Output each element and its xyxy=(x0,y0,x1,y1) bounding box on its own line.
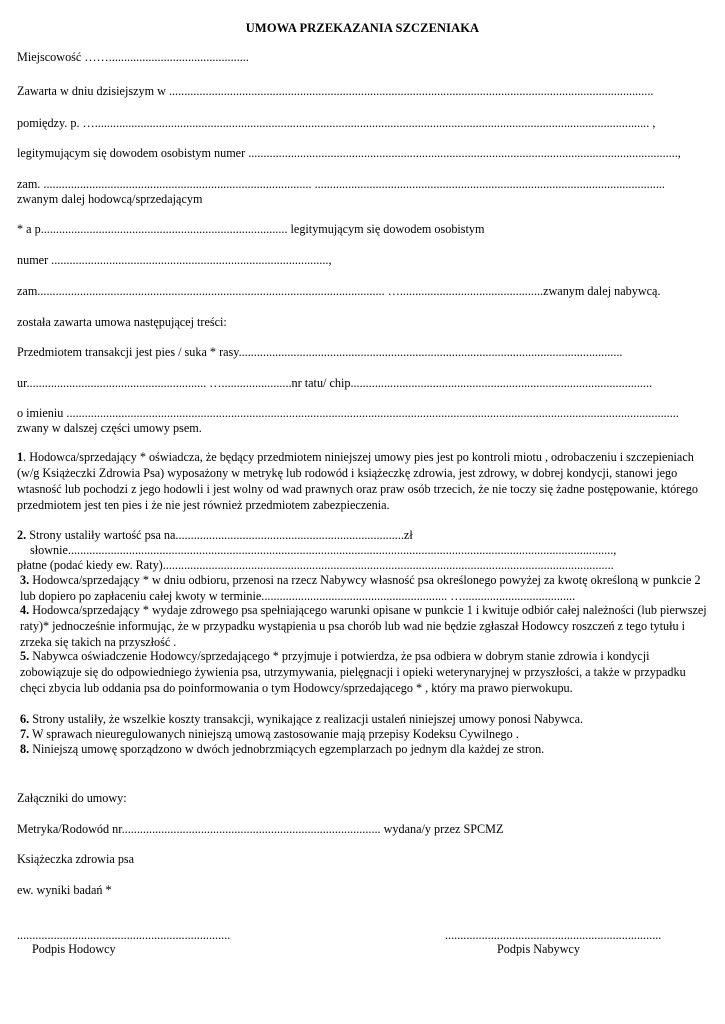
buyer-signature-line: ....................................................................... xyxy=(445,928,662,942)
clause-2-value-field: Strony ustaliły wartość psa na...........................................................................zł xyxy=(26,528,413,542)
birth-tattoo-field: ur........................................................... ….......................nr tatu/ chip................................................................................................... xyxy=(17,376,653,390)
clause-1-text: . Hodowca/sprzedający * oświadcza, że będący przedmiotem niniejszej umowy pies jest po kontroli miotu , odrobaczeniu i szczepieniach (w/g Książeczki Zdrowia Psa) wyposażony w metrykę lub rodowód i książeczkę zdrowia, jest zdrowy, w dobrej kondycji, stanowi jego wtasność lub pochodzi z jego hodowli i jest wolny od wad prawnych oraz praw osób trzecich, że nie toczy się żadne postępowanie, którego przedmiotem jest ten pies i że nie jest również przedmiotem zabezpieczenia. xyxy=(17,450,698,512)
clause-5-text: Nabywca oświadczenie Hodowcy/sprzedającego * przyjmuje i potwierdza, że psa odbiera w dobrym stanie zdrowia i kondycji zobowiązuje się do odpowiedniego żywienia psa, utrzymywania, pielęgnacji i opieki weterynaryjnej w przyszłości, a także w przypadku chęci zbycia lub oddania psa do poinformowania o tym Hodowcy/sprzedającego * , który ma prawo pierwokupu. xyxy=(20,649,686,695)
clause-2-words-field: słownie..................................................................................................................................................................................., xyxy=(30,543,617,557)
breeder-signature-line: ...................................................................... xyxy=(17,928,231,942)
clause-8 xyxy=(20,742,711,758)
clause-2-line-1 xyxy=(17,528,711,544)
clause-2-payment-field: płatne (podać kiedy ew. Raty).................................................................................................................................................... xyxy=(17,558,614,572)
buyer-signature-label: Podpis Nabywcy xyxy=(497,942,580,956)
clause-4 xyxy=(20,603,711,651)
dog-designation: zwany w dalszej części umowy psem. xyxy=(17,421,202,435)
place-field: Miejscowość …….............................................. xyxy=(17,50,249,64)
clause-8-number: 8. xyxy=(20,742,30,756)
clause-3-number: 3. xyxy=(20,573,30,587)
clause-6-text: Strony ustaliły, że wszelkie koszty transakcji, wynikające z realizacji ustaleń niniejszej umowy ponosi Nabywca. xyxy=(29,712,584,726)
clause-4-text: Hodowca/sprzedający * wydaje zdrowego psa spełniającego warunki opisane w punkcie 1 i kwituje odbiór całej należności (lub pierwszej raty)* jednocześnie informując, że w przypadku wystąpienia u psa chorób lub wad nie będzie zgłaszał Hodowcy roszczeń z tego tytułu i zrzeka się takich na przyszłość . xyxy=(20,603,707,649)
clause-7 xyxy=(20,727,711,743)
clause-4-number: 4. xyxy=(20,603,30,617)
buyer-address-field: zam.................................................................................................................. …...............................................zwanym dalej nabywcą. xyxy=(17,284,661,298)
clause-6-number: 6. xyxy=(20,712,30,726)
buyer-id-number-field: numer ..........................................................................................., xyxy=(17,253,332,267)
clause-1-number: 1 xyxy=(17,450,24,464)
id-number-field: legitymującym się dowodem osobistym numer ............................................................................................................................................., xyxy=(17,146,681,160)
pedigree-field: Metryka/Rodowód nr..................................................................................... wydana/y przez SPCMZ xyxy=(17,822,504,836)
date-field: Zawarta w dniu dzisiejszym w ............................................................................................................................................................... xyxy=(17,84,654,98)
attachments-heading: Załączniki do umowy: xyxy=(17,791,127,805)
clause-1 xyxy=(17,450,711,513)
test-results-item: ew. wyniki badań * xyxy=(17,883,112,897)
clause-8-text: Niniejszą umowę sporządzono w dwóch jednobrzmiących egzemplarzach po jednym dla każdej ze stron. xyxy=(29,742,545,756)
buyer-name-field: * a p................................................................................. legitymującym się dowodem osobistym xyxy=(17,222,485,236)
clause-5-number: 5. xyxy=(20,649,30,663)
clause-7-text: W sprawach nieuregulowanych niniejszą umową zastosowanie mają przepisy Kodeksu Cywilnego . xyxy=(29,727,519,741)
breeder-designation: zwanym dalej hodowcą/sprzedającym xyxy=(17,192,203,206)
breeder-signature-label: Podpis Hodowcy xyxy=(32,942,116,956)
clause-6 xyxy=(20,712,711,728)
address-field: zam. ........................................................................................ ................................................................................................................... xyxy=(17,177,665,191)
agreement-intro: została zawarta umowa następującej treści: xyxy=(17,315,227,329)
between-party-field: pomiędzy. p. …...................................................................................................................................................................................... , xyxy=(17,116,656,130)
clause-3-text: Hodowca/sprzedający * w dniu odbioru, przenosi na rzecz Nabywcy własność psa określonego powyżej za kwotę określoną w punkcie 2 lub dopiero po zapłaceniu całej kwoty w terminie............................................................. …..................................... xyxy=(20,573,701,603)
clause-2-number: 2. xyxy=(17,528,27,542)
dog-breed-field: Przedmiotem transakcji jest pies / suka * rasy.............................................................................................................................. xyxy=(17,345,623,359)
health-booklet-item: Książeczka zdrowia psa xyxy=(17,852,135,866)
clause-5 xyxy=(20,649,711,697)
clause-3 xyxy=(20,573,711,605)
clause-7-number: 7. xyxy=(20,727,30,741)
document-title: UMOWA PRZEKAZANIA SZCZENIAKA xyxy=(245,21,480,35)
dog-name-field: o imieniu ......................................................................................................................................................................................................... xyxy=(17,406,679,420)
